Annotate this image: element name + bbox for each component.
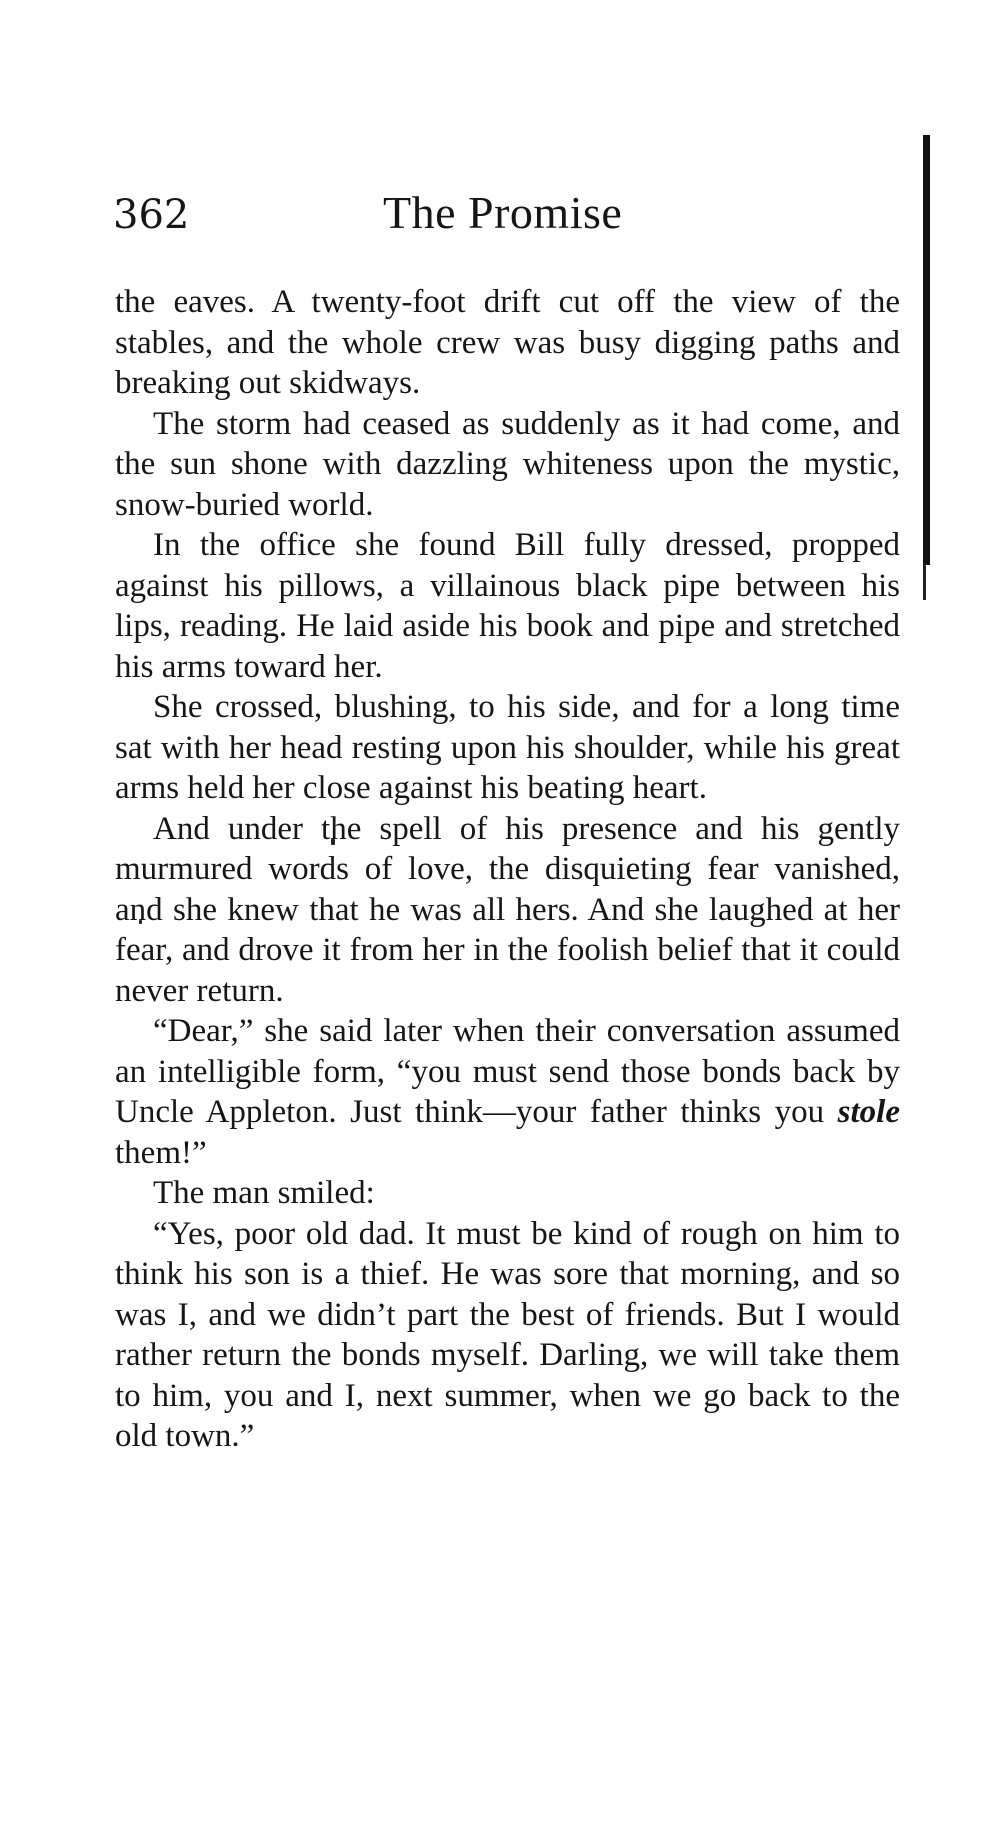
paragraph bbox=[115, 1011, 900, 1173]
page-number: 362 bbox=[113, 192, 190, 238]
body-text bbox=[115, 282, 900, 1457]
page-edge-shadow bbox=[923, 135, 930, 565]
emphasized-word: stole bbox=[837, 1094, 900, 1130]
page-header bbox=[113, 186, 903, 246]
paragraph: “Yes, poor old dad. It must be kind of rough on him to think his son is a thief. He was sore that morning, and so was I, and we didn’t part the best of friends. But I would rather return the bonds myself. Darling, we will take them to him, you and I, next summer, when we go back to the old town.” bbox=[115, 1215, 900, 1454]
paragraph: And under the spell of his presence and his gently murmured words of love, the disquieting fear vanished, and she knew that he was all hers. And she laughed at her fear, and drove it from her in the foolish belief that it could never return. bbox=[115, 810, 900, 1009]
paragraph: In the office she found Bill fully dressed, propped against his pillows, a villainous black pipe between his lips, reading. He laid aside his book and pipe and stretched his arms toward her. bbox=[115, 527, 900, 685]
paragraph: She crossed, blushing, to his side, and for a long time sat with her head resting upon his shoulder, while his great arms held her close against his beating heart. bbox=[115, 689, 900, 806]
running-title: The Promise bbox=[383, 187, 623, 238]
paragraph: The man smiled: bbox=[153, 1175, 375, 1211]
paragraph-text: them!” bbox=[115, 1134, 207, 1171]
paragraph: the eaves. A twenty-foot drift cut off the view of the stables, and the whole crew was busy digging paths and breaking out skidways. bbox=[115, 284, 900, 401]
paragraph: The storm had ceased as suddenly as it had come, and the sun shone with dazzling whiteness upon the mystic, snow-buried world. bbox=[115, 405, 900, 523]
paragraph-text: “Dear,” she said later when their conversation assumed an intelligible form, “you must send those bonds back by Uncle Appleton. Just think—your father thinks you bbox=[115, 1013, 900, 1130]
